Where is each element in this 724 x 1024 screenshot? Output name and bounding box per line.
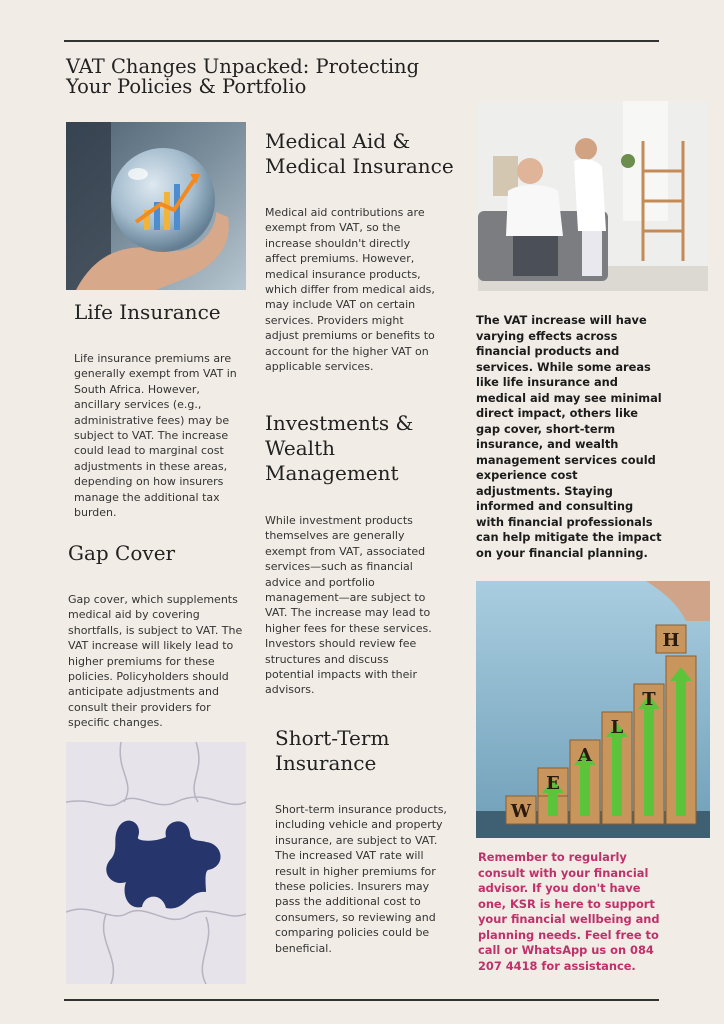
- medical-aid-heading: Medical Aid & Medical Insurance: [265, 129, 454, 178]
- wealth-letter-e: E: [546, 773, 560, 794]
- puzzle-image: [66, 742, 246, 984]
- wealth-letter-l: L: [610, 717, 624, 738]
- medical-aid-text: Medical aid contributions are exempt from VAT, so the increase shouldn't directly affect premiums. However, medical insurance products, which differ from medical aids, may include VAT on certain services. Providers might adjust premiums or benefits to account for the higher VAT on applicable services.: [265, 206, 435, 374]
- crystal-ball-image: [66, 122, 246, 290]
- wealth-letter-t: T: [642, 689, 656, 710]
- page-title: VAT Changes Unpacked: Protecting Your Policies & Portfolio: [66, 55, 420, 98]
- caregiver-image: [478, 101, 708, 291]
- wealth-letter-h: H: [662, 630, 680, 651]
- bottom-divider: [64, 999, 659, 1001]
- wealth-letter-a: A: [578, 745, 592, 766]
- short-term-heading: Short-Term Insurance: [275, 726, 390, 775]
- gap-cover-text: Gap cover, which supplements medical aid by covering shortfalls, is subject to VAT. The VAT increase will likely lead to higher premiums for these policies. Policyholders should anticipate adjustments and consult their providers for specific changes.: [68, 593, 243, 730]
- investments-text: While investment products themselves are generally exempt from VAT, associated services—such as financial advice and portfolio management—are subject to VAT. The increase may lead to higher fees for these services. Investors should review fee structures and discuss potential impacts with their advisors.: [265, 514, 432, 697]
- contact-note: Remember to regularly consult with your financial advisor. If you don't have one, KSR is here to support your financial wellbeing and planning needs. Feel free to call or WhatsApp us on 084 207 4418 for assistance.: [478, 850, 660, 973]
- life-insurance-text: Life insurance premiums are generally exempt from VAT in South Africa. However, ancillary services (e.g., administrative fees) may be subject to VAT. The increase could lead to marginal cost adjustments in these areas, depending on how insurers manage the additional tax burden.: [74, 352, 237, 520]
- wealth-blocks-image: [476, 581, 710, 838]
- summary-callout: The VAT increase will have varying effects across financial products and services. While some areas like life insurance and medical aid may see minimal direct impact, others like gap cover, short-term insurance, and wealth management services could experience cost adjustments. Staying informed and consulting with financial professionals can help mitigate the impact on your financial planning.: [476, 313, 662, 560]
- short-term-text: Short-term insurance products, including vehicle and property insurance, are subject to VAT. The increased VAT rate will result in higher premiums for these policies. Insurers may pass the additional cost to consumers, so reviewing and comparing policies could be beneficial.: [275, 803, 447, 955]
- top-divider: [64, 40, 659, 42]
- wealth-letter-w: W: [510, 801, 532, 822]
- life-insurance-heading: Life Insurance: [74, 300, 221, 324]
- investments-heading: Investments & Wealth Management: [265, 411, 414, 485]
- gap-cover-heading: Gap Cover: [68, 541, 176, 565]
